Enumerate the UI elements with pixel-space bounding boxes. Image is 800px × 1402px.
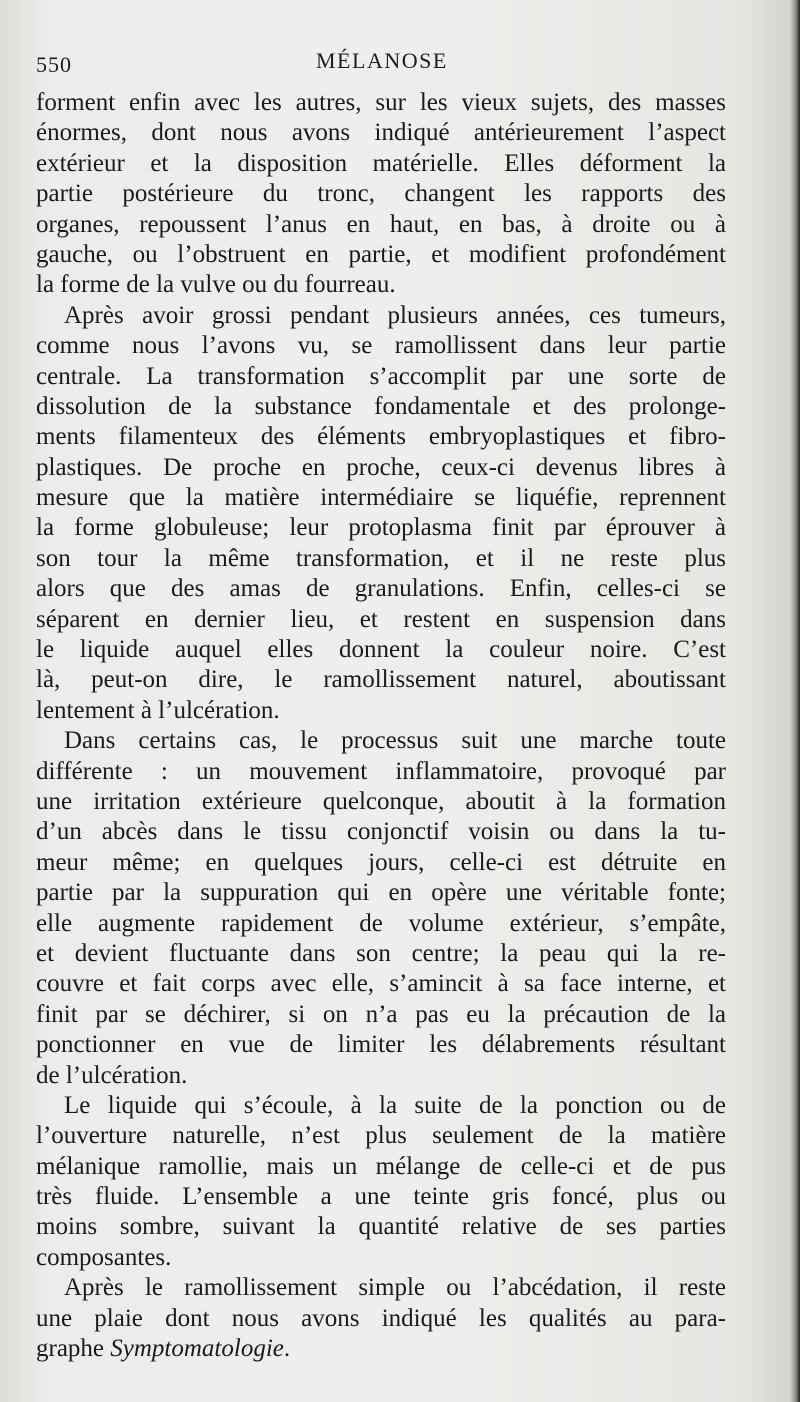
text-line: Dans certains cas, le processus suit une marche toute bbox=[64, 727, 726, 755]
text-line: Après le ramollissement simple ou l’abcédation, il reste bbox=[64, 1274, 726, 1302]
page-header bbox=[36, 44, 726, 78]
paragraph bbox=[36, 88, 726, 301]
text-fragment: . bbox=[283, 1335, 291, 1363]
text-line: là, peut-on dire, le ramollissement naturel, aboutissant bbox=[36, 666, 726, 694]
paragraph bbox=[36, 1091, 726, 1273]
paragraph bbox=[36, 1273, 726, 1364]
text-line: l’ouverture naturelle, n’est plus seulement de la matière bbox=[36, 1122, 726, 1150]
text-line: comme nous l’avons vu, se ramollissent dans leur partie bbox=[36, 332, 726, 360]
text-line: une irritation extérieure quelconque, aboutit à la formation bbox=[36, 787, 726, 815]
text-line: forment enfin avec les autres, sur les vieux sujets, des masses bbox=[36, 89, 726, 116]
text-line: extérieur et la disposition matérielle. Elles déforment la bbox=[36, 149, 726, 177]
text-line: centrale. La transformation s’accomplit par une sorte de bbox=[36, 362, 726, 390]
text-line: partie par la suppuration qui en opère une véritable fonte; bbox=[36, 879, 726, 907]
text-line: une plaie dont nous avons indiqué les qualités au para- bbox=[36, 1304, 726, 1332]
text-line: Le liquide qui s’écoule, à la suite de la ponction ou de bbox=[64, 1091, 726, 1119]
text-line: la forme de la vulve ou du fourreau. bbox=[36, 271, 396, 299]
text-line: d’un abcès dans le tissu conjonctif voisin ou dans la tu- bbox=[36, 818, 726, 846]
text-line: ments filamenteux des éléments embryoplastiques et fibro- bbox=[36, 423, 726, 451]
text-line: Après avoir grossi pendant plusieurs années, ces tumeurs, bbox=[64, 301, 726, 329]
page-number: 550 bbox=[36, 52, 72, 77]
text-line: elle augmente rapidement de volume extérieur, s’empâte, bbox=[36, 909, 726, 937]
text-line: organes, repoussent l’anus en haut, en bas, à droite ou à bbox=[36, 210, 726, 238]
text-line-final bbox=[36, 1334, 726, 1364]
text-line: meur même; en quelques jours, celle-ci est détruite en bbox=[36, 848, 726, 876]
text-line: séparent en dernier lieu, et restent en suspension dans bbox=[36, 605, 726, 633]
text-line: composantes. bbox=[36, 1243, 172, 1271]
text-line: énormes, dont nous avons indiqué antérieurement l’aspect bbox=[36, 119, 726, 147]
text-line: la forme globuleuse; leur protoplasma finit par éprouver à bbox=[36, 514, 726, 542]
text-line: son tour la même transformation, et il ne reste plus bbox=[36, 544, 726, 572]
running-title: MÉLANOSE bbox=[316, 48, 448, 73]
text-line: différente : un mouvement inflammatoire, provoqué par bbox=[36, 757, 726, 785]
text-line: couvre et fait corps avec elle, s’amincit à sa face interne, et bbox=[36, 970, 726, 998]
text-fragment: graphe bbox=[36, 1335, 111, 1363]
page-edge-shadow bbox=[790, 0, 800, 1402]
text-line: moins sombre, suivant la quantité relative de ses parties bbox=[36, 1213, 726, 1241]
text-line: plastiques. De proche en proche, ceux-ci devenus libres à bbox=[36, 453, 726, 481]
body-text bbox=[36, 88, 726, 1364]
text-line: le liquide auquel elles donnent la couleur noire. C’est bbox=[36, 636, 726, 664]
paragraph bbox=[36, 726, 726, 1091]
text-line: dissolution de la substance fondamentale et des prolonge- bbox=[36, 392, 726, 420]
italic-term: Symptomatologie bbox=[110, 1335, 284, 1363]
text-line: mesure que la matière intermédiaire se liquéfie, reprennent bbox=[36, 484, 726, 512]
text-line: et devient fluctuante dans son centre; la peau qui la re- bbox=[36, 939, 726, 967]
text-line: mélanique ramollie, mais un mélange de celle-ci et de pus bbox=[36, 1152, 726, 1180]
text-line: de l’ulcération. bbox=[36, 1061, 188, 1089]
text-line: partie postérieure du tronc, changent les rapports des bbox=[36, 180, 726, 208]
text-line: finit par se déchirer, si on n’a pas eu la précaution de la bbox=[36, 1000, 726, 1028]
text-line: gauche, ou l’obstruent en partie, et modifient profondément bbox=[36, 240, 726, 268]
text-line: alors que des amas de granulations. Enfin, celles-ci se bbox=[36, 575, 726, 603]
text-line: lentement à l’ulcération. bbox=[36, 696, 280, 724]
text-line: ponctionner en vue de limiter les délabrements résultant bbox=[36, 1031, 726, 1059]
text-line: très fluide. L’ensemble a une teinte gris foncé, plus ou bbox=[36, 1183, 726, 1211]
paragraph bbox=[36, 301, 726, 726]
